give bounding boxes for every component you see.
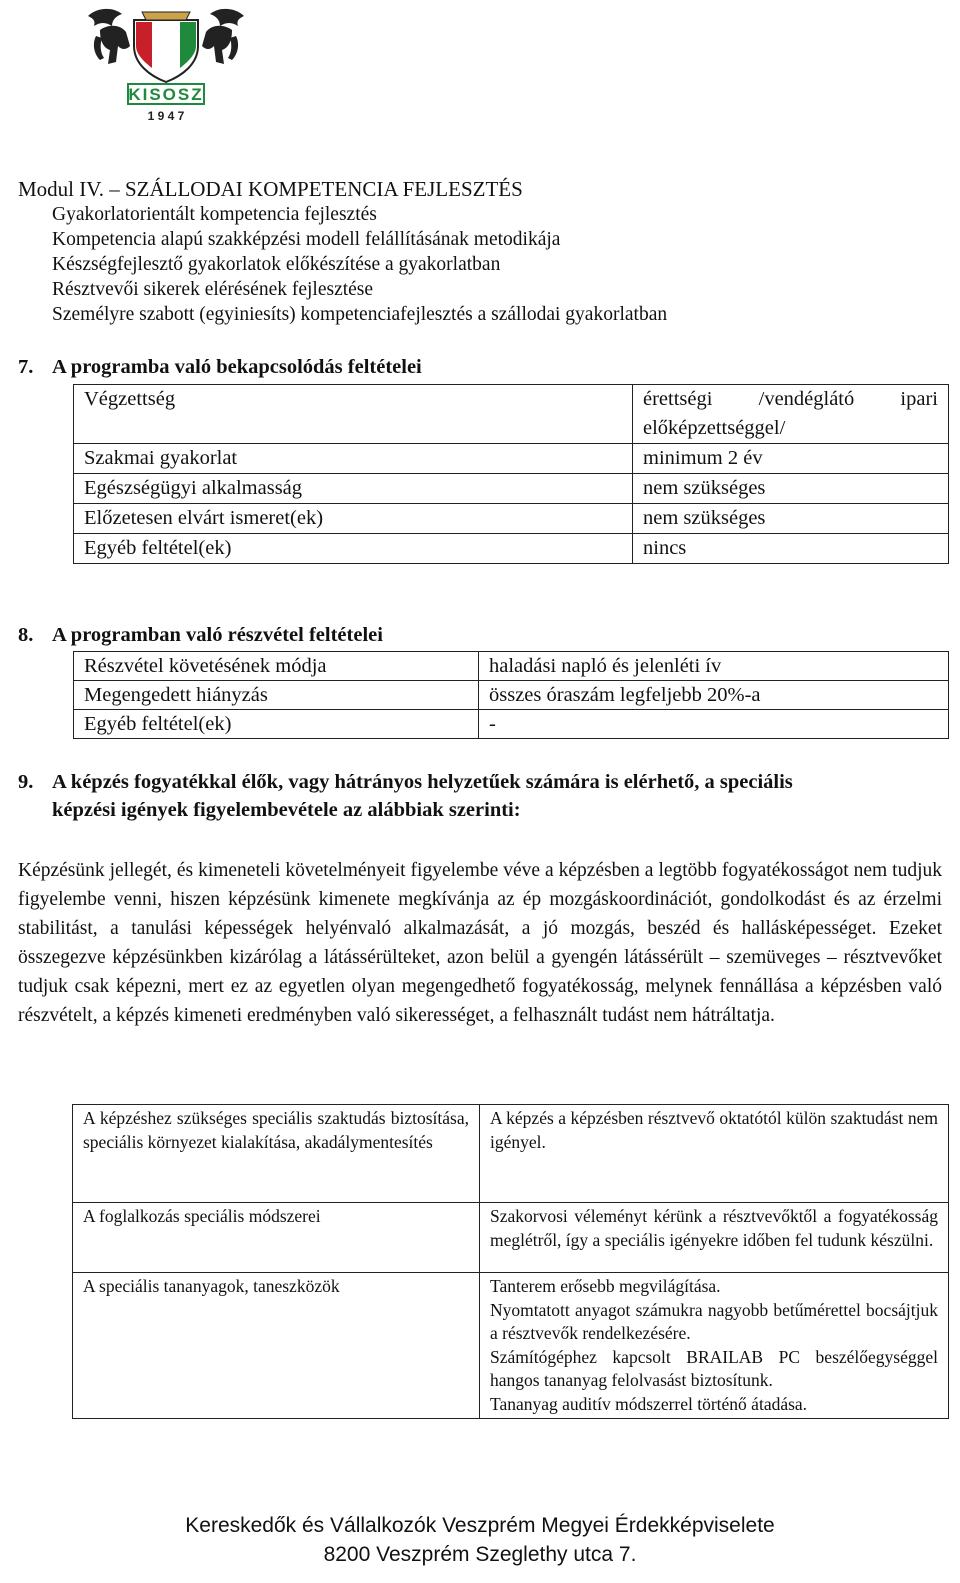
logo-text: KISOSZ xyxy=(128,85,204,104)
table-cell-label: Részvétel követésének módja xyxy=(74,652,479,681)
section-9-title xyxy=(18,768,793,824)
table-row xyxy=(74,652,949,681)
table-row xyxy=(73,1105,949,1203)
table-row xyxy=(74,534,949,564)
table-cell-label: Egyéb feltétel(ek) xyxy=(74,534,633,564)
kisosz-logo-graphic xyxy=(82,6,250,124)
module-header xyxy=(18,176,667,327)
table-cell-line: A képzés a képzésben résztvevő oktatótól külön szaktudást nem igényel. xyxy=(490,1108,938,1152)
table-cell-label: Végzettség xyxy=(74,385,633,444)
table-cell-line: Szakorvosi véleményt kérünk a résztvevőktől a fogyatékosság meglétről, így a speciális igényekre időben fel tudunk készülni. xyxy=(490,1206,938,1250)
table-cell-line: Tanterem erősebb megvilágítása. xyxy=(490,1276,721,1296)
table-cell-value: nincs xyxy=(633,534,949,564)
footer-organization: Kereskedők és Vállalkozók Veszprém Megyei Érdekképviselete xyxy=(185,1514,775,1537)
section-7-title xyxy=(18,356,422,379)
table-row xyxy=(73,1273,949,1419)
section-number: 9. xyxy=(18,771,34,793)
table-row xyxy=(74,474,949,504)
footer-address: 8200 Veszprém Szeglethy utca 7. xyxy=(323,1543,637,1566)
table-row xyxy=(74,504,949,534)
table-row xyxy=(74,385,949,444)
table-cell-value xyxy=(480,1105,949,1203)
shield-icon xyxy=(134,12,198,82)
kisosz-logo xyxy=(82,6,250,124)
table-cell-label: Egészségügyi alkalmasság xyxy=(74,474,633,504)
table-cell-line: Tananyag auditív módszerrel történő átadása. xyxy=(490,1393,808,1414)
table-cell-label: A speciális tananyagok, taneszközök xyxy=(73,1273,480,1419)
table-cell-label: Megengedett hiányzás xyxy=(74,681,479,710)
table-cell-line: Számítógéphez kapcsolt BRAILAB PC beszélőegységgel hangos tananyag felolvasást biztosítunk. xyxy=(490,1346,938,1390)
section-title-text: A képzés fogyatékkal élők, vagy hátrányos helyzetűek számára is elérhető, a speciális xyxy=(52,771,793,793)
table-cell-value: haladási napló és jelenléti ív xyxy=(479,652,949,681)
table-row xyxy=(74,710,949,739)
table-cell-value: - xyxy=(479,710,949,739)
header-line: Kompetencia alapú szakképzési modell felállításának metodikája xyxy=(52,229,561,250)
table-cell-label: Előzetesen elvárt ismeret(ek) xyxy=(74,504,633,534)
table-cell-value: nem szükséges xyxy=(633,474,949,504)
section-title-text: A programba való bekapcsolódás feltételei xyxy=(52,356,422,378)
table-cell-value: összes óraszám legfeljebb 20%-a xyxy=(479,681,949,710)
module-title: Modul IV. – SZÁLLODAI KOMPETENCIA FEJLESZTÉS xyxy=(18,177,523,201)
table-cell-value: érettségi /vendéglátó ipari előképzettséggel/ xyxy=(633,385,949,444)
table-row xyxy=(73,1203,949,1273)
table-row xyxy=(74,444,949,474)
header-line: Gyakorlatorientált kompetencia fejlesztés xyxy=(52,204,377,225)
header-line: Készségfejlesztő gyakorlatok előkészítése a gyakorlatban xyxy=(52,254,501,275)
table-cell-label: Szakmai gyakorlat xyxy=(74,444,633,474)
table-cell-value: minimum 2 év xyxy=(633,444,949,474)
section-number: 8. xyxy=(18,624,34,646)
accessibility-paragraph: Képzésünk jellegét, és kimeneteli követelményeit figyelembe véve a képzésben a legtöbb fogyatékosságot nem tudjuk figyelembe venni, hiszen képzésünk kimenete megkívánja az ép mozgáskoordinációt, gondolkodást és az érzelmi stabilitást, a tanulási képességek helyénvaló alkalmazását, a jó mozgás, beszéd és hallásképességet. Ezeket összegezve képzésünkben kizárólag a látássérülteket, azon belül a gyengén látássérült – szemüveges – résztvevőket tudjuk csak képezni, mert ez az egyetlen olyan megengedhető fogyatékosság, melynek fennállása a képzésben való részvételt, a képzés kimeneti eredményben való sikerességet, a felhasznált tudást nem hátráltatja. xyxy=(18,860,942,1026)
griffin-left-icon xyxy=(88,9,130,64)
section-8-title xyxy=(18,624,383,647)
table-cell-label: A foglalkozás speciális módszerei xyxy=(73,1203,480,1273)
entry-conditions-table xyxy=(73,384,949,564)
header-line: Személyre szabott (egyiniesíts) kompetenciafejlesztés a szállodai gyakorlatban xyxy=(52,304,668,325)
table-cell-label: A képzéshez szükséges speciális szaktudás biztosítása, speciális környezet kialakítása, akadálymentesítés xyxy=(73,1105,480,1203)
section-title-text: képzési igények figyelembevétele az alábbiak szerinti: xyxy=(52,799,521,821)
griffin-right-icon xyxy=(202,9,244,64)
table-cell-label: Egyéb feltétel(ek) xyxy=(74,710,479,739)
header-line: Résztvevői sikerek elérésének fejlesztése xyxy=(52,279,374,300)
table-cell-value: nem szükséges xyxy=(633,504,949,534)
section-title-text: A programban való részvétel feltételei xyxy=(52,624,383,646)
participation-conditions-table xyxy=(73,651,949,739)
page-footer xyxy=(0,1511,960,1569)
table-cell-value xyxy=(480,1273,949,1419)
table-row xyxy=(74,681,949,710)
section-number: 7. xyxy=(18,356,34,378)
table-cell-value xyxy=(480,1203,949,1273)
special-needs-table xyxy=(72,1104,949,1419)
logo-year: 1 9 4 7 xyxy=(147,109,185,123)
table-cell-line: Nyomtatott anyagot számukra nagyobb betűmérettel bocsájtjuk a résztvevők rendelkezésére. xyxy=(490,1299,938,1343)
